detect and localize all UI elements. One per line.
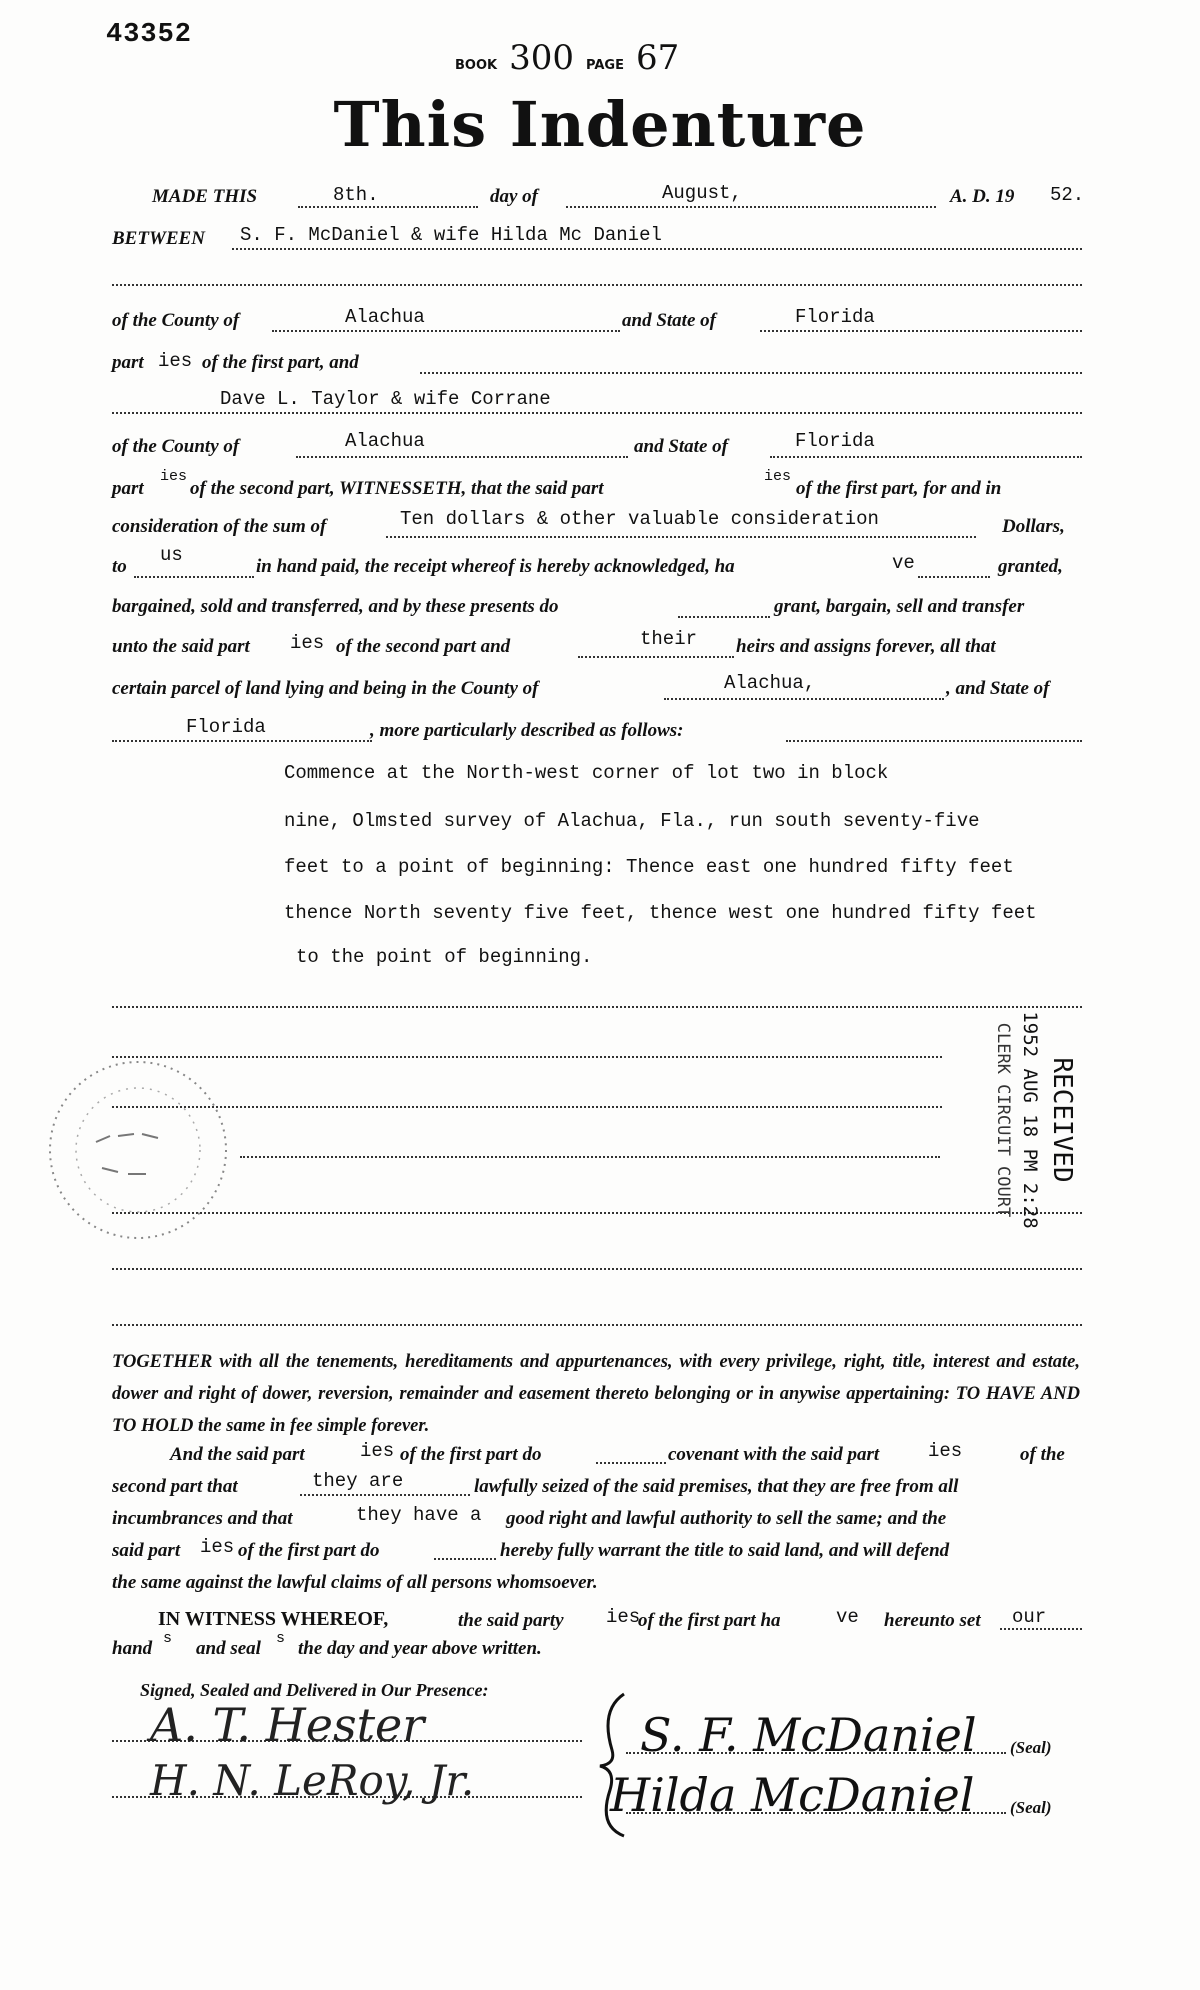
stamp-date: 1952 AUG 18 PM 2:28 — [1019, 1011, 1041, 1229]
dotted-line — [240, 1156, 940, 1158]
dotted-line — [112, 412, 1082, 414]
covenant-text: second part that — [112, 1476, 238, 1497]
book-label: BOOK — [455, 58, 498, 73]
second-party-state: Florida — [795, 430, 875, 452]
covenant-text: of the — [1020, 1444, 1065, 1465]
covenant-text: the same against the lawful claims of all persons whomsoever. — [112, 1572, 598, 1593]
document-title: This Indenture — [333, 88, 867, 161]
second-and-text: of the second part and — [336, 636, 511, 657]
dotted-line — [786, 740, 1082, 742]
first-part-text: of the first part, and — [202, 352, 359, 373]
witness-value: our — [1012, 1606, 1047, 1628]
to-label: to — [112, 556, 127, 577]
witness-text: hereunto set — [884, 1610, 981, 1631]
covenant-suffix: ies — [928, 1440, 963, 1462]
seal-label: (Seal) — [1010, 1798, 1052, 1817]
first-party-names: S. F. McDaniel & wife Hilda Mc Daniel — [240, 224, 662, 246]
book-number: 300 — [509, 38, 574, 78]
dotted-line — [596, 1462, 666, 1464]
covenant-text: covenant with the said part — [668, 1444, 880, 1465]
book-page-reference — [455, 38, 687, 78]
to-value: us — [160, 544, 183, 566]
part-suffix: ies — [158, 350, 193, 372]
witness-suffix: s — [276, 1630, 286, 1647]
dotted-line — [112, 1212, 1082, 1214]
witnesseth-text: of the second part, WITNESSETH, that the said part — [190, 478, 604, 499]
consideration-label: consideration of the sum of — [112, 516, 327, 537]
dotted-line — [300, 1494, 470, 1496]
made-this-label: MADE THIS — [152, 186, 258, 207]
dotted-line — [770, 456, 1082, 458]
witness-text: the day and year above written. — [298, 1638, 542, 1659]
dotted-line — [566, 206, 936, 208]
parcel-text: certain parcel of land lying and being in the County of — [112, 678, 539, 699]
embossed-seal-icon — [38, 1050, 238, 1250]
page-label: PAGE — [586, 58, 624, 73]
covenant-text: hereby fully warrant the title to said land, and will defend — [500, 1540, 950, 1561]
dollars-label: Dollars, — [1002, 516, 1065, 537]
witness-text: hand — [112, 1638, 153, 1659]
part-suffix: ies — [160, 468, 188, 485]
covenant-text: of the first part do — [238, 1540, 380, 1561]
stamp-received: RECEIVED — [1047, 1057, 1077, 1183]
hand-paid-text: in hand paid, the receipt whereof is hereby acknowledged, ha — [256, 556, 735, 577]
covenant-value: they have a — [356, 1504, 482, 1526]
dotted-line — [112, 1006, 1082, 1008]
witness-heading: IN WITNESS WHEREOF, — [158, 1608, 389, 1630]
description-line: nine, Olmsted survey of Alachua, Fla., run south seventy-five — [284, 810, 980, 832]
presence-label: Signed, Sealed and Delivered in Our Presence: — [140, 1680, 489, 1700]
ad-label: A. D. 19 — [950, 186, 1015, 207]
state-label: and State of — [634, 436, 728, 457]
description-line: thence North seventy five feet, thence west one hundred fifty feet — [284, 902, 1037, 924]
particular-text: , more particularly described as follows: — [370, 720, 684, 741]
between-label: BETWEEN — [112, 228, 205, 249]
description-line: to the point of beginning. — [296, 946, 593, 968]
description-line: feet to a point of beginning: Thence east one hundred fifty feet — [284, 856, 1014, 878]
part-label: part — [112, 352, 144, 373]
covenant-suffix: ies — [200, 1536, 235, 1558]
dotted-line — [112, 1268, 1082, 1270]
dotted-line — [112, 284, 1082, 286]
witness-suffix: ve — [836, 1606, 859, 1628]
witness-text: and seal — [196, 1638, 261, 1659]
dotted-line — [1000, 1628, 1082, 1630]
grantor-signature-2: Hilda McDaniel — [610, 1768, 975, 1822]
witness-text: of the first part ha — [638, 1610, 781, 1631]
heirs-text: heirs and assigns forever, all that — [736, 636, 996, 657]
dotted-line — [760, 330, 1082, 332]
dotted-line — [232, 248, 1082, 250]
made-year: 52. — [1050, 184, 1085, 206]
dotted-line — [918, 576, 990, 578]
state-label: and State of — [622, 310, 716, 331]
second-party-county: Alachua — [345, 430, 425, 452]
dotted-line — [134, 576, 254, 578]
dotted-line — [272, 330, 620, 332]
unto-text: unto the said part — [112, 636, 250, 657]
dotted-line — [112, 1324, 1082, 1326]
covenant-text: And the said part — [170, 1444, 305, 1465]
first-part-text: of the first part, for and in — [796, 478, 1002, 499]
parcel-state-label: , and State of — [946, 678, 1050, 699]
witness-signature-2: H. N. LeRoy, Jr. — [150, 1756, 475, 1805]
covenant-text: said part — [112, 1540, 181, 1561]
granted-label: granted, — [998, 556, 1063, 577]
together-clause: TOGETHER with all the tenements, hereditaments and appurtenances, with every privilege, right, title, interest and estate, dower and right of dower, reversion, remainder and easement thereto belonging or in anywise appertaining: TO HAVE AND TO HOLD the same in fee simple forever. — [112, 1352, 1080, 1436]
witness-signature-1: A. T. Hester — [150, 1698, 425, 1752]
first-party-state: Florida — [795, 306, 875, 328]
dotted-line — [112, 740, 372, 742]
dotted-line — [578, 656, 734, 658]
parcel-state: Florida — [186, 716, 266, 738]
parcel-county: Alachua, — [724, 672, 816, 694]
second-party-names: Dave L. Taylor & wife Corrane — [220, 388, 551, 410]
covenant-text: good right and lawful authority to sell the same; and the — [506, 1508, 947, 1529]
grantor-signature-1: S. F. McDaniel — [640, 1708, 977, 1762]
description-line: Commence at the North-west corner of lot two in block — [284, 762, 889, 784]
page-number: 67 — [635, 38, 680, 78]
covenant-value: they are — [312, 1470, 404, 1492]
seal-label: (Seal) — [1010, 1738, 1052, 1757]
stamp-clerk: CLERK CIRCUIT COURT — [993, 1022, 1013, 1218]
dotted-line — [296, 456, 628, 458]
dotted-line — [420, 372, 1082, 374]
day-of-label: day of — [490, 186, 539, 207]
heirs-value: their — [640, 628, 698, 650]
dotted-line — [678, 616, 770, 618]
dotted-line — [386, 536, 976, 538]
witness-suffix: ies — [606, 1606, 641, 1628]
part-suffix: ies — [290, 632, 325, 654]
have-suffix: ve — [892, 552, 915, 574]
dotted-line — [298, 206, 478, 208]
consideration-value: Ten dollars & other valuable consideration — [400, 508, 879, 530]
made-day: 8th. — [333, 184, 379, 206]
dotted-line — [434, 1558, 496, 1560]
grant-text: grant, bargain, sell and transfer — [774, 596, 1025, 617]
county-label: of the County of — [112, 436, 240, 457]
covenant-text: incumbrances and that — [112, 1508, 293, 1529]
first-party-county: Alachua — [345, 306, 425, 328]
document-number: 43352 — [106, 20, 193, 50]
received-stamp — [960, 1000, 1080, 1240]
county-label: of the County of — [112, 310, 240, 331]
part-label: part — [112, 478, 144, 499]
witness-text: the said party — [458, 1610, 564, 1631]
covenant-text: lawfully seized of the said premises, that they are free from all — [474, 1476, 959, 1497]
bargained-text: bargained, sold and transferred, and by these presents do — [112, 596, 559, 617]
part-suffix: ies — [764, 468, 792, 485]
made-month: August, — [662, 182, 742, 204]
covenant-text: of the first part do — [400, 1444, 542, 1465]
witness-suffix: s — [163, 1630, 173, 1647]
covenant-suffix: ies — [360, 1440, 395, 1462]
dotted-line — [664, 698, 944, 700]
